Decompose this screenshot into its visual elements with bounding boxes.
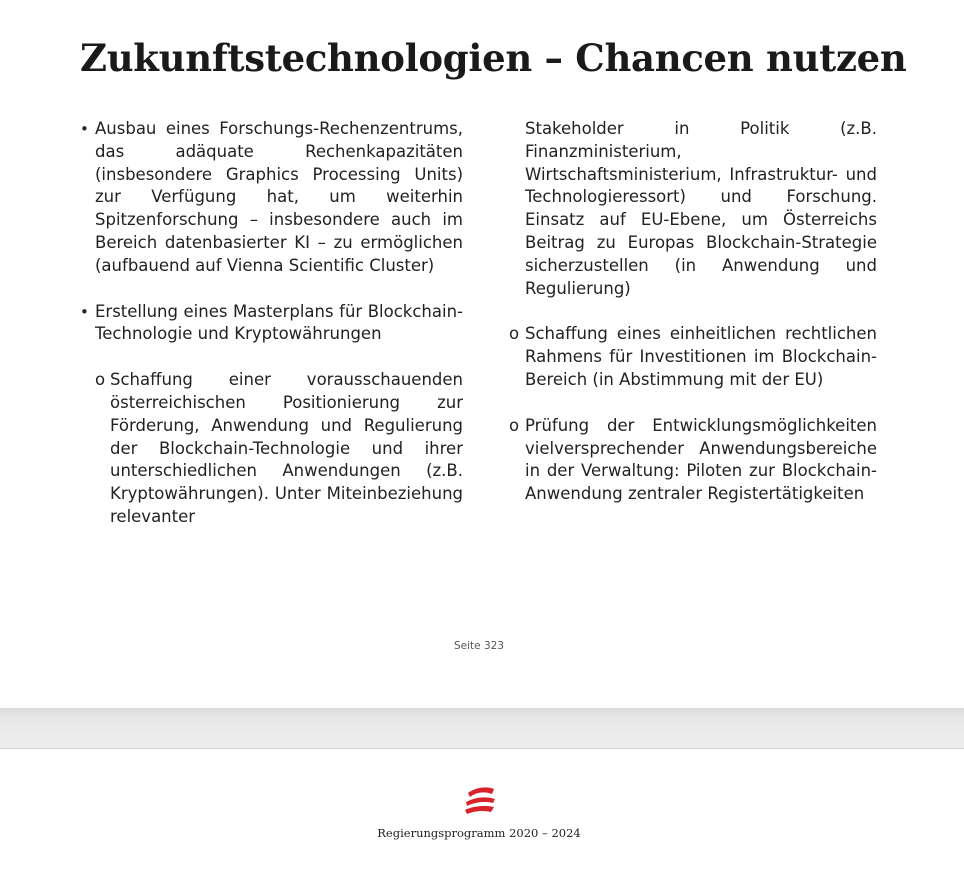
sub-item: [509, 323, 877, 391]
sub-item-text: Schaffung eines einheitlichen rechtlichen Rahmens für Investitionen im Blockchain-Bereich (in Abstimmung mit der EU): [525, 324, 877, 389]
sub-item: [509, 415, 877, 506]
bullet-marker: •: [80, 302, 89, 321]
page-title: Zukunftstechnologien – Chancen nutzen: [80, 36, 907, 80]
sub-bullet-marker: o: [509, 324, 520, 344]
sub-item-text: Schaffung einer vorausschauenden österreichischen Positionierung zur Förderung, Anwendung und Regulierung der Blockchain-Technologie und ihrer unterschiedlichen Anwendungen (z.B. Kryptowährungen). Unter Miteinbeziehung relevanter: [110, 370, 463, 526]
page-separator: [0, 708, 964, 749]
left-column: [80, 118, 463, 529]
sub-item-text: Prüfung der Entwicklungsmöglichkeiten vielversprechender Anwendungsbereiche in der Verwaltung: Piloten zur Blockchain-Anwendung zentraler Registertätigkeiten: [525, 415, 877, 504]
bullet-item: [80, 301, 463, 347]
continuation-text: Stakeholder in Politik (z.B. Finanzministerium, Wirtschaftsministerium, Infrastruktur- und Technologieressort) und Forschung. Einsatz auf EU-Ebene, um Österreichs Beitrag zu Europas Blockchain-Strategie sicherzustellen (in Anwendung und Regulierung): [525, 119, 877, 298]
page-number: Seite 323: [454, 640, 504, 652]
austria-flag-logo-icon: [463, 785, 497, 815]
footer-title: Regierungsprogramm 2020 – 2024: [377, 826, 581, 840]
bullet-text: Erstellung eines Masterplans für Blockchain-Technologie und Kryptowährungen: [95, 301, 463, 344]
sub-item: [80, 369, 463, 529]
sub-bullet-marker: o: [95, 370, 106, 390]
bullet-marker: •: [80, 120, 89, 138]
continued-text: [509, 118, 877, 300]
right-column: [509, 118, 877, 506]
footer: [0, 749, 964, 873]
sub-bullet-marker: o: [509, 415, 520, 435]
bullet-text: Ausbau eines Forschungs-Rechenzentrums, das adäquate Rechenkapazitäten (insbesondere Graphics Processing Units) zur Verfügung hat, um weiterhin Spitzenforschung – insbesondere auch im Bereich datenbasierter KI – zu ermöglichen (aufbauend auf Vienna Scientific Cluster): [95, 119, 463, 275]
bullet-item: [80, 118, 463, 278]
